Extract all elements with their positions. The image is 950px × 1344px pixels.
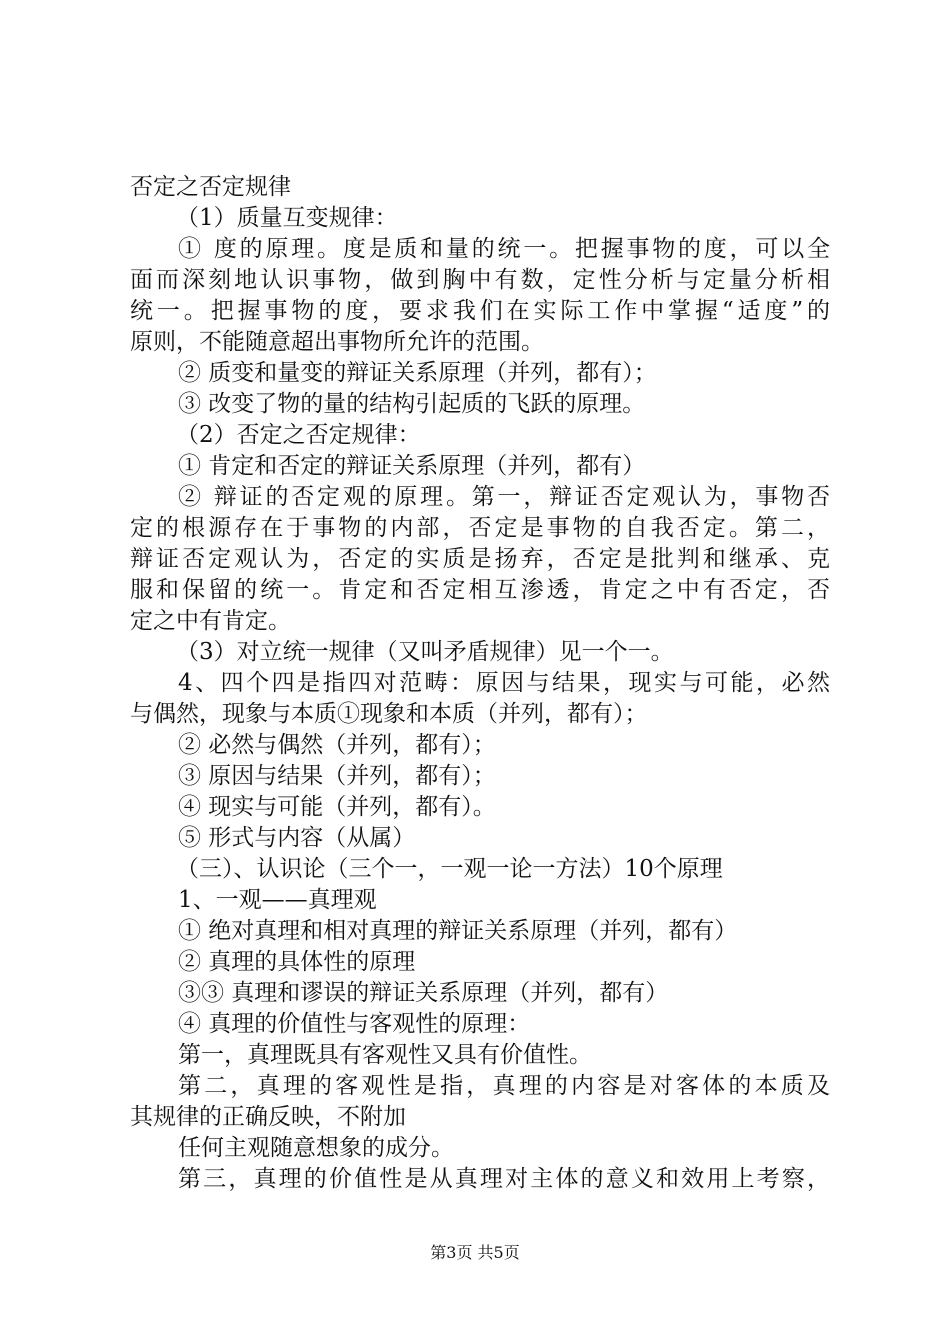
page-number: 第3页 共5页	[430, 1243, 520, 1262]
text-line: （2）否定之否定规律：	[176, 422, 421, 448]
text-line: ③ 改变了物的量的结构引起质的飞跃的原理。	[178, 391, 646, 417]
document-body	[130, 172, 830, 1195]
text-line: （三）、认识论（三个一，一观一论一方法）10个原理	[176, 856, 723, 882]
text-line: 第二，真理的客观性是指，真理的内容是对客体的本质及	[178, 1073, 830, 1099]
text-line: （1）质量互变规律：	[176, 205, 398, 231]
text-line: ② 真理的具体性的原理	[178, 949, 416, 975]
text-line: ② 辩证的否定观的原理。第一，辩证否定观认为，事物否	[178, 484, 830, 510]
text-line: 服和保留的统一。肯定和否定相互渗透，肯定之中有否定，否	[130, 577, 830, 603]
text-line: 第一，真理既具有客观性又具有价值性。	[178, 1042, 592, 1068]
text-line: ③ 原因与结果（并列，都有）；	[178, 763, 496, 789]
text-line: ⑤ 形式与内容（从属）	[178, 825, 416, 851]
text-line: 辩证否定观认为，否定的实质是扬弃，否定是批判和继承、克	[130, 546, 830, 572]
text-line: ② 必然与偶然（并列，都有）；	[178, 732, 496, 758]
text-line: 原则，不能随意超出事物所允许的范围。	[130, 329, 544, 355]
text-line: 1、一观——真理观	[178, 887, 377, 913]
text-line: ① 绝对真理和相对真理的辩证关系原理（并列，都有）	[178, 918, 738, 944]
text-line: 定的根源存在于事物的内部，否定是事物的自我否定。第二，	[130, 515, 830, 541]
text-line: 定之中有肯定。	[130, 608, 291, 634]
text-line: 面而深刻地认识事物，做到胸中有数，定性分析与定量分析相	[130, 267, 830, 293]
text-line: ① 肯定和否定的辩证关系原理（并列，都有）	[178, 453, 646, 479]
text-line: ② 质变和量变的辩证关系原理（并列，都有）；	[178, 360, 657, 386]
text-line: 其规律的正确反映，不附加	[130, 1104, 406, 1130]
text-line: 与偶然，现象与本质①现象和本质（并列，都有）；	[130, 701, 648, 727]
text-line: （3）对立统一规律（又叫矛盾规律）见一个一。	[176, 639, 674, 665]
text-line: ① 度的原理。度是质和量的统一。把握事物的度，可以全	[178, 236, 830, 262]
text-line: 任何主观随意想象的成分。	[178, 1135, 454, 1161]
text-line: 统一。把握事物的度，要求我们在实际工作中掌握“适度”的	[130, 298, 830, 324]
text-line: ④ 现实与可能（并列，都有）。	[178, 794, 496, 820]
text-line: ③③ 真理和谬误的辩证关系原理（并列，都有）	[178, 980, 669, 1006]
text-line: 否定之否定规律	[130, 174, 291, 200]
text-line: 第三，真理的价值性是从真理对主体的意义和效用上考察，	[178, 1166, 830, 1192]
text-line: 4、四个四是指四对范畴：原因与结果，现实与可能，必然	[178, 670, 830, 696]
text-line: ④ 真理的价值性与客观性的原理：	[178, 1011, 531, 1037]
